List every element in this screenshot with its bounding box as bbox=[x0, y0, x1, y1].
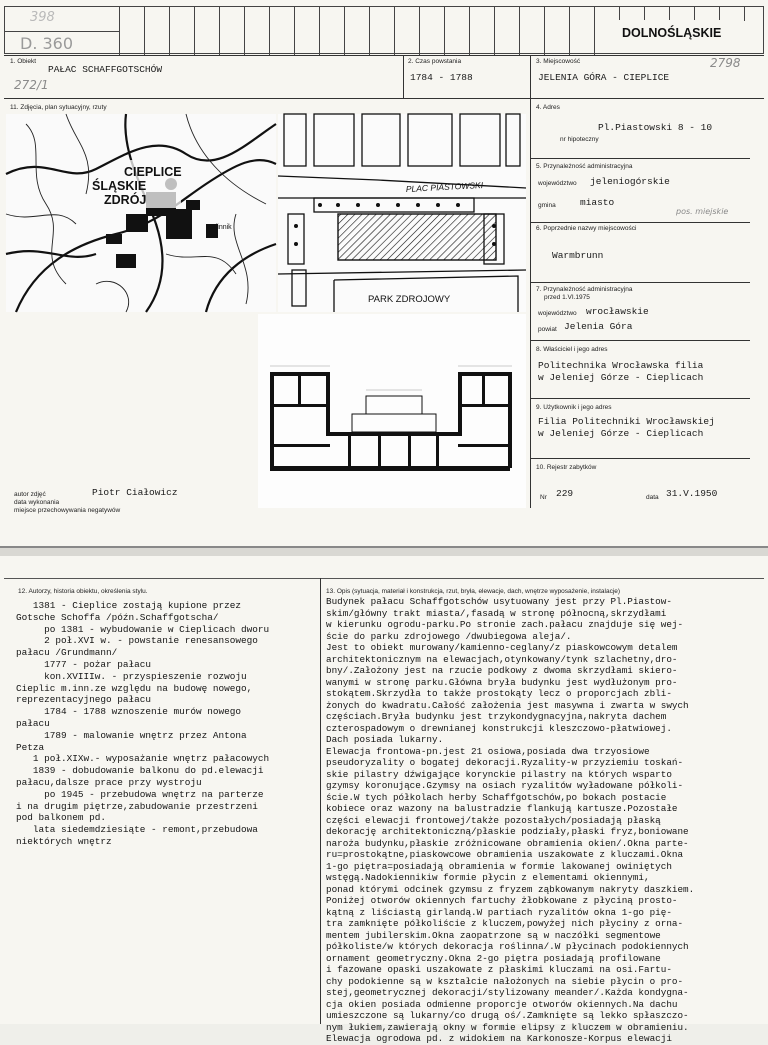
text-line: skie pilastry dźwigające korynckie pilastry na których wsparto bbox=[326, 768, 672, 780]
header-grid-divider bbox=[5, 31, 119, 32]
header-grid-cell bbox=[244, 7, 245, 55]
text-line: stej,geometrycznej dekoracji/stylizowany meander/.Każda kondygna- bbox=[326, 987, 689, 998]
zdjecia-label: 11. Zdjęcia, plan sytuacyjny, rzuty bbox=[10, 104, 107, 111]
rej-label: 10. Rejestr zabytków bbox=[536, 464, 597, 471]
obj-number-hand: 272/1 bbox=[14, 78, 49, 92]
text-line: 1777 - pożar pałacu bbox=[16, 658, 152, 670]
header-grid-cell bbox=[469, 7, 470, 55]
text-line: architektonicznym na elewacjach,otynkowany/tynk szlachetny,dro- bbox=[326, 653, 678, 665]
text-line: ście do parku zdrojowego /dwubiegowa aleja/. bbox=[326, 630, 572, 642]
card-gap bbox=[0, 548, 768, 556]
uzyt-line2: w Jeleniej Górze - Cieplicach bbox=[538, 428, 704, 439]
text-line: kątną z liściastą girlandą.W partiach ryzalitów okna 1-go pię- bbox=[326, 906, 672, 918]
text-line: wanymi w stronę parku.Główna bryła budynku jest wydłużonym pro- bbox=[326, 676, 678, 688]
header-grid-cell bbox=[594, 7, 595, 55]
adres-value: Pl.Piastowski 8 - 10 bbox=[598, 122, 713, 133]
header-grid-cell bbox=[669, 7, 670, 21]
text-line: 2 poł.XVI w. - powstanie renesansowego bbox=[16, 635, 258, 647]
text-line: tra zamknięte półkoliście z kluczem,powyżej nich płyciny z orna- bbox=[326, 918, 684, 929]
text-line: po 1945 - przebudowa wnętrz na parterze bbox=[16, 788, 264, 800]
text-line: 1381 - Cieplice zostają kupione przez bbox=[16, 600, 242, 611]
gmina-hand: pos. miejskie bbox=[676, 207, 729, 216]
header-grid-cell bbox=[719, 7, 720, 21]
floor-plan bbox=[258, 314, 526, 508]
text-line: Elewacja frontowa-pn.jest 21 osiowa,posiada dwa trzyosiowe bbox=[326, 745, 650, 757]
map-town-label-3: ZDRÓJ bbox=[104, 193, 147, 207]
text-line: umieszczone są lukarny/co drugą oś/.Zamknięte są lekko spłaszczo- bbox=[326, 1010, 689, 1021]
data-value: 31.V.1950 bbox=[666, 488, 718, 499]
text-line: mentem jubilerskim.Okna zaopatrzone są w naczółki segmentowe bbox=[326, 929, 661, 941]
text-line: Gotsche Schoffa /późn.Schaffgotscha/ bbox=[16, 611, 219, 623]
header-grid-cell bbox=[369, 7, 370, 55]
przyn-label: 5. Przynależność administracyjna bbox=[536, 163, 633, 170]
text-line: żonych do kwadratu.Całość założenia jest masywna i zwarta w swych bbox=[326, 699, 689, 711]
nr-value: 229 bbox=[556, 488, 574, 499]
code-top-hand: 398 bbox=[30, 10, 55, 25]
text-line: pod balkonem pd. bbox=[16, 812, 107, 824]
text-line: lata siedemdziesiąte - remont,przebudowa bbox=[16, 824, 258, 836]
miejsc-label: 3. Miejscowość bbox=[536, 58, 581, 65]
text-line: nym łukiem,zawierają okny w formie elipsy z kluczem w obramieniu. bbox=[326, 1021, 689, 1033]
text-line: pałacu /Grundmann/ bbox=[16, 647, 118, 659]
plan-park-label: PARK ZDROJOWY bbox=[368, 294, 451, 305]
header-grid-cell bbox=[619, 7, 620, 21]
text-line: pałacu,dalsze prace przy wystroju bbox=[16, 776, 202, 788]
obiekt-value: PAŁAC SCHAFFGOTSCHÓW bbox=[48, 64, 163, 75]
text-line: w kierunku ogrodu-parku.Po stronie zach.pałacu znajduje się wej- bbox=[326, 619, 684, 630]
text-line: kon.XVIIIw. - przyspieszenie rozwoju bbox=[16, 670, 247, 682]
text-line: kobiece oraz wazony na balustradzie flankują kartusze.Pozostałe bbox=[326, 803, 678, 814]
autor-value: Piotr Ciałowicz bbox=[92, 487, 178, 498]
text-line: Dach posiada lukarny. bbox=[326, 734, 444, 745]
text-line: ornament geometryczny.Okna 2-go piętra posiadają profilowane bbox=[326, 952, 661, 964]
obiekt-label: 1. Obiekt bbox=[10, 58, 37, 65]
text-line: Cieplic m.inn.ze względu na budowę nowego, bbox=[16, 682, 253, 694]
header-grid-cell bbox=[344, 7, 345, 55]
woj2-label: województwo bbox=[538, 310, 577, 317]
header-grid-cell bbox=[744, 7, 745, 21]
gmina-label: gmina bbox=[538, 202, 556, 209]
header-grid-cell bbox=[319, 7, 320, 55]
code-stamp: D. 360 bbox=[20, 34, 74, 53]
text-line: naroża budynku,płaskie zróżnicowane obramienia okien/.Okna parte- bbox=[326, 837, 689, 849]
text-line: i na drugim piętrze,zabudowanie przestrzeni bbox=[16, 800, 258, 812]
wlasc-label: 8. Właściciel i jego adres bbox=[536, 346, 608, 353]
text-line: częściach.Bryła budynku jest trzykondygnacyjna,nakryta dachem bbox=[326, 711, 667, 722]
header-grid-cell bbox=[119, 7, 120, 55]
plan-plac-label: PLAC PIASTOWSKI bbox=[405, 179, 484, 194]
text-line: Budynek pałacu Schaffgotschów usytuowany jest przy Pl.Piastow- bbox=[326, 596, 672, 607]
header-grid-cell bbox=[219, 7, 220, 55]
text-line: Elewacja ogrodowa pd. z widokiem na Karkonosze-Korpus elewacji bbox=[326, 1033, 672, 1044]
text-line: wstęgą.Nadokiennikiw formie płycin z elementami okiennymi, bbox=[326, 872, 650, 883]
gmina-value: miasto bbox=[580, 197, 615, 208]
miejsc-value: JELENIA GÓRA - CIEPLICE bbox=[538, 72, 670, 83]
text-line: 1789 - malowanie wnętrz przez Antona bbox=[16, 729, 247, 741]
autor-label: autor zdjęć bbox=[14, 491, 46, 498]
text-line: ście.W tych półkolach herby Schaffgotschów,po bokach postacie bbox=[326, 791, 667, 803]
przed-label: przed 1.VI.1975 bbox=[544, 294, 590, 301]
header-grid-cell bbox=[144, 7, 145, 55]
header-grid-cell bbox=[519, 7, 520, 55]
pop-value: Warmbrunn bbox=[552, 250, 604, 261]
woj-label: województwo bbox=[538, 180, 577, 187]
woj2-value: wrocławskie bbox=[586, 306, 649, 317]
text-line: 1-go piętra=posiadają obramienia w formie lakowanej owiniętych bbox=[326, 860, 672, 872]
adres-label: 4. Adres bbox=[536, 104, 560, 111]
text-line: ru=prostokątne,piaskowcowe obramienia uszakowate z kluczami.Okna bbox=[326, 849, 684, 860]
text-line: Poniżej otworów okiennych fartuchy żłobkowane z płyciną prosto- bbox=[326, 895, 678, 906]
map-village-label: Malinnik bbox=[206, 224, 232, 231]
data-label: data bbox=[646, 494, 659, 501]
text-line: części elewacji frontowej/także pozostałych/posiadają płaską bbox=[326, 814, 661, 826]
text-line: dekorację architektoniczną/płaskie podziały,płaski fryz,boniowane bbox=[326, 826, 689, 837]
header-grid-cell bbox=[694, 7, 695, 21]
header-grid-cell bbox=[169, 7, 170, 55]
text-line: ponad którymi odcinek gzymsu z fryzem ząbkowanym nakryty daszkiem. bbox=[326, 883, 695, 895]
historia-text bbox=[16, 600, 269, 848]
text-line: i fazowane opaski uszakowate z płaskimi kluczami na osi.Fartu- bbox=[326, 964, 672, 975]
map-town-label-1: CIEPLICE bbox=[124, 165, 182, 179]
situation-plan bbox=[278, 114, 526, 312]
inventory-card-back bbox=[0, 556, 768, 1044]
location-map bbox=[6, 114, 276, 312]
uzyt-line1: Filia Politechniki Wrocławskiej bbox=[538, 416, 715, 427]
text-line: pseudoryzality o bogatej dekoracji.Ryzality-w przyziemiu toskań- bbox=[326, 757, 684, 768]
text-line: gzymsy koronujące.Gzymsy na osiach ryzalitów wyładowane półkoli- bbox=[326, 780, 684, 791]
historia-label: 12. Autorzy, historia obiektu, określenia stylu. bbox=[18, 588, 148, 595]
header-grid-cell bbox=[194, 7, 195, 55]
data-wyk-label: data wykonania bbox=[14, 499, 60, 506]
uzyt-label: 9. Użytkownik i jego adres bbox=[536, 404, 612, 411]
woj-value: jeleniogórskie bbox=[590, 176, 670, 187]
text-line: Petza bbox=[16, 741, 45, 753]
nr-label: Nr bbox=[540, 494, 547, 501]
floor-plan-svg bbox=[258, 314, 526, 508]
header-grid-cell bbox=[294, 7, 295, 55]
map-town-label-2: ŚLĄSKIE bbox=[92, 179, 147, 193]
header-grid-cell bbox=[419, 7, 420, 55]
text-line: niektórych wnętrz bbox=[16, 835, 112, 847]
pow-label: powiat bbox=[538, 326, 557, 333]
text-line: stokątem.Skrzydła to także prostokąty lecz o proporcjach zbli- bbox=[326, 688, 672, 699]
czas-value: 1784 - 1788 bbox=[410, 72, 473, 83]
card-number-hand: 2798 bbox=[710, 56, 741, 70]
opis-text bbox=[326, 596, 694, 1045]
text-line: skim/główny trakt miasta/,fasadą w stronę północną,skrzydłami bbox=[326, 607, 667, 619]
region-title: DOLNOŚLĄSKIE bbox=[622, 26, 722, 40]
przyn2-label: 7. Przynależność administracyjna bbox=[536, 286, 633, 293]
header-grid-cell bbox=[394, 7, 395, 55]
text-line: Jest to obiekt murowany/kamienno-ceglany/z piaskowcowym detalem bbox=[326, 642, 678, 653]
situation-plan-svg bbox=[278, 114, 526, 312]
header-grid-cell bbox=[444, 7, 445, 55]
text-line: czterospadowym o drewnianej konstrukcji kleszczowo-płatwiowej. bbox=[326, 722, 672, 734]
text-line: 1839 - dobudowanie balkonu do pd.elewacji bbox=[16, 765, 264, 777]
text-line: 1784 - 1788 wznoszenie murów nowego bbox=[16, 706, 242, 718]
header-grid-cell bbox=[644, 7, 645, 21]
miejsce-neg-label: miejsce przechowywania negatywów bbox=[14, 507, 121, 514]
nr-hip-label: nr hipoteczny bbox=[560, 136, 599, 143]
pop-label: 6. Poprzednie nazwy miejscowości bbox=[536, 225, 637, 232]
text-line: cja okien posiada odmienne proporcje otworów okiennych.Na dachu bbox=[326, 998, 678, 1010]
opis-label: 13. Opis (sytuacja, materiał i konstrukcja, rzut, bryła, elewacje, dach, wnętrze wyposażenie, instalacje) bbox=[326, 588, 621, 595]
czas-label: 2. Czas powstania bbox=[408, 58, 462, 65]
text-line: reprezentacyjnego pałacu bbox=[16, 694, 152, 706]
header-grid-cell bbox=[569, 7, 570, 55]
header-grid-cell bbox=[544, 7, 545, 55]
text-line: po 1381 - wybudowanie w Cieplicach dworu bbox=[16, 623, 270, 635]
text-line: bny/.Założony jest na rzucie podkowy z dwoma skrzydłami skiero- bbox=[326, 665, 678, 676]
text-line: półkoliste/w których dekoracja roślinna/.W płycinach podokiennych bbox=[326, 941, 689, 952]
pow-value: Jelenia Góra bbox=[564, 321, 633, 332]
text-line: 1 poł.XIXw.- wyposażanie wnętrz pałacowych bbox=[16, 753, 270, 765]
header-grid-cell bbox=[494, 7, 495, 55]
location-map-svg bbox=[6, 114, 276, 312]
wlasc-line1: Politechnika Wrocławska filia bbox=[538, 360, 704, 371]
text-line: pałacu bbox=[16, 717, 50, 729]
header-grid-cell bbox=[269, 7, 270, 55]
text-line: chy podokienne są w kształcie nałożonych na siebie płycin o pro- bbox=[326, 975, 684, 987]
wlasc-line2: w Jeleniej Górze - Cieplicach bbox=[538, 372, 704, 383]
